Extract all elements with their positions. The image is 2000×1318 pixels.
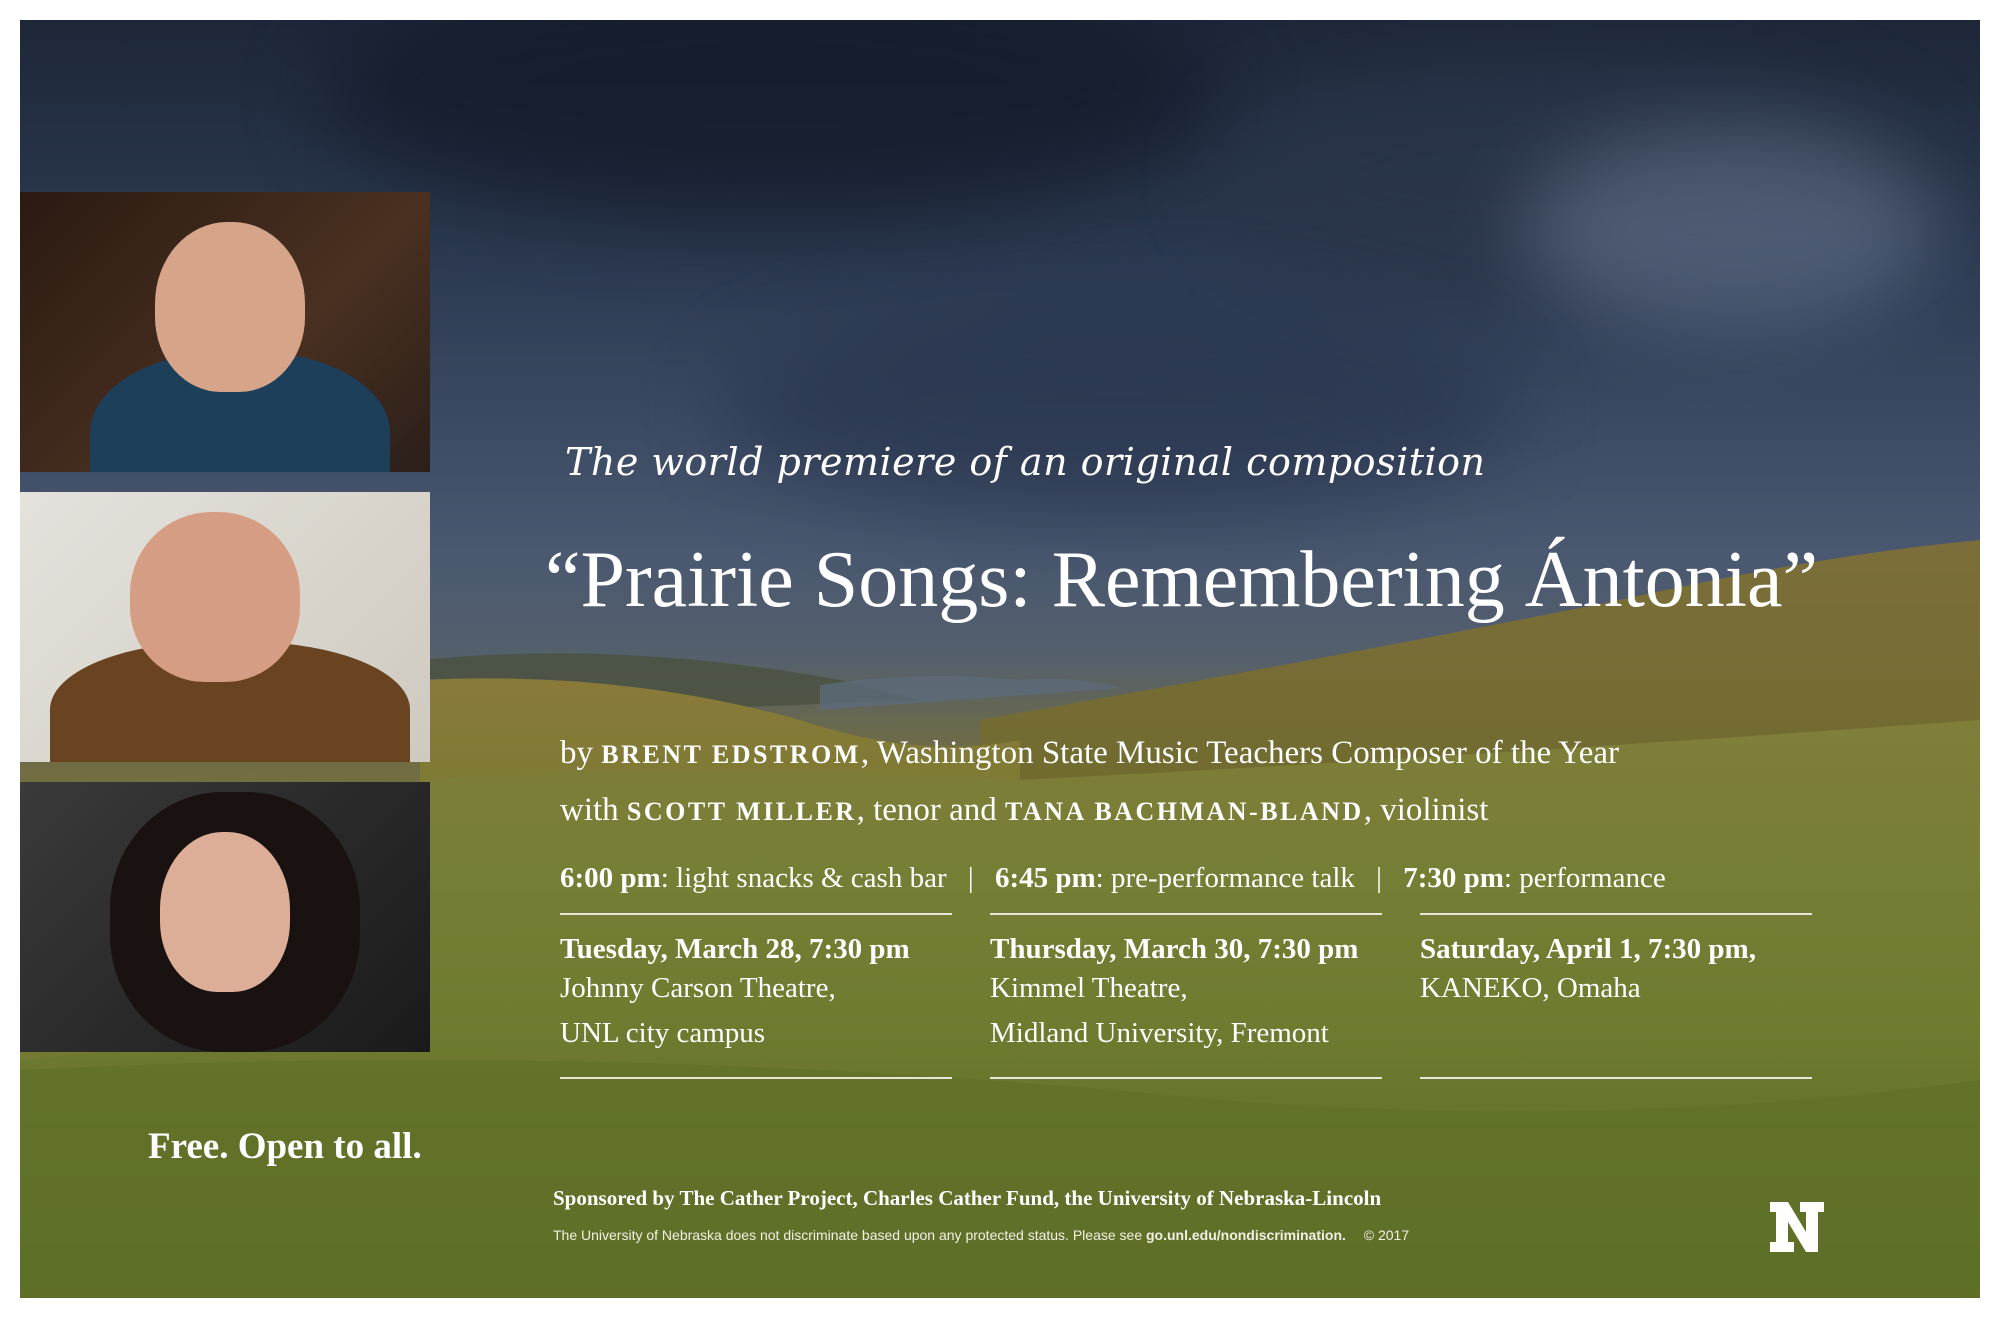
- event-card: [990, 913, 1382, 1079]
- event-venue: KANEKO, Omaha: [1420, 972, 1641, 1004]
- portrait-face: [130, 512, 300, 682]
- event-card: [1420, 913, 1812, 1079]
- event-date: Tuesday, March 28, 7:30 pm: [560, 933, 910, 965]
- portrait-composer-photo: [20, 192, 430, 472]
- page-title: “Prairie Songs: Remembering Ántonia”: [545, 536, 1819, 624]
- subtitle: The world premiere of an original composition: [565, 440, 1486, 484]
- composer-name: BRENT EDSTROM: [601, 740, 861, 769]
- event-venue: Johnny Carson Theatre,: [560, 972, 836, 1004]
- disclaimer-text: [553, 1227, 1409, 1243]
- violinist-name: TANA BACHMAN-BLAND: [1005, 797, 1364, 826]
- schedule-time: 6:00 pm: [560, 862, 661, 894]
- schedule-time: 7:30 pm: [1403, 862, 1504, 894]
- schedule-line: [560, 862, 1666, 895]
- schedule-desc: : light snacks & cash bar: [660, 862, 947, 894]
- schedule-time: 6:45 pm: [994, 862, 1096, 894]
- sponsor-text: Sponsored by The Cather Project, Charles Cather Fund, the University of Nebraska-Lincoln: [553, 1186, 1382, 1210]
- event-date: Thursday, March 30, 7:30 pm: [990, 933, 1359, 965]
- portrait-tenor-photo: [20, 492, 430, 762]
- event-poster: [20, 20, 1980, 1298]
- schedule-desc: : pre-performance talk: [1095, 862, 1355, 894]
- portrait-face: [160, 832, 290, 992]
- schedule-desc: : performance: [1503, 862, 1666, 894]
- event-venue: Kimmel Theatre,: [990, 972, 1188, 1004]
- performers-credit: [560, 792, 1488, 829]
- portrait-face: [155, 222, 305, 392]
- portrait-violinist-photo: [20, 782, 430, 1052]
- by-prefix: by: [560, 735, 593, 771]
- disclaimer-body: The University of Nebraska does not discriminate based upon any protected status. Please see: [553, 1227, 1143, 1243]
- free-admission-text: Free. Open to all.: [148, 1126, 422, 1167]
- tenor-name: SCOTT MILLER: [626, 797, 857, 826]
- event-location: Midland University, Fremont: [990, 1017, 1329, 1049]
- university-n-logo: [1766, 1196, 1828, 1258]
- with-prefix: with: [560, 792, 619, 828]
- event-location: UNL city campus: [560, 1017, 766, 1049]
- tenor-role: , tenor and: [856, 792, 997, 828]
- composer-title: , Washington State Music Teachers Composer of the Year: [860, 735, 1620, 771]
- copyright: © 2017: [1363, 1227, 1410, 1243]
- event-card: [560, 913, 952, 1079]
- schedule-separator: |: [967, 862, 974, 894]
- violinist-role: , violinist: [1363, 792, 1489, 828]
- event-date: Saturday, April 1, 7:30 pm,: [1420, 933, 1756, 965]
- composer-credit: [560, 735, 1619, 772]
- schedule-separator: |: [1376, 862, 1382, 894]
- nondiscrimination-link[interactable]: go.unl.edu/nondiscrimination.: [1146, 1227, 1346, 1243]
